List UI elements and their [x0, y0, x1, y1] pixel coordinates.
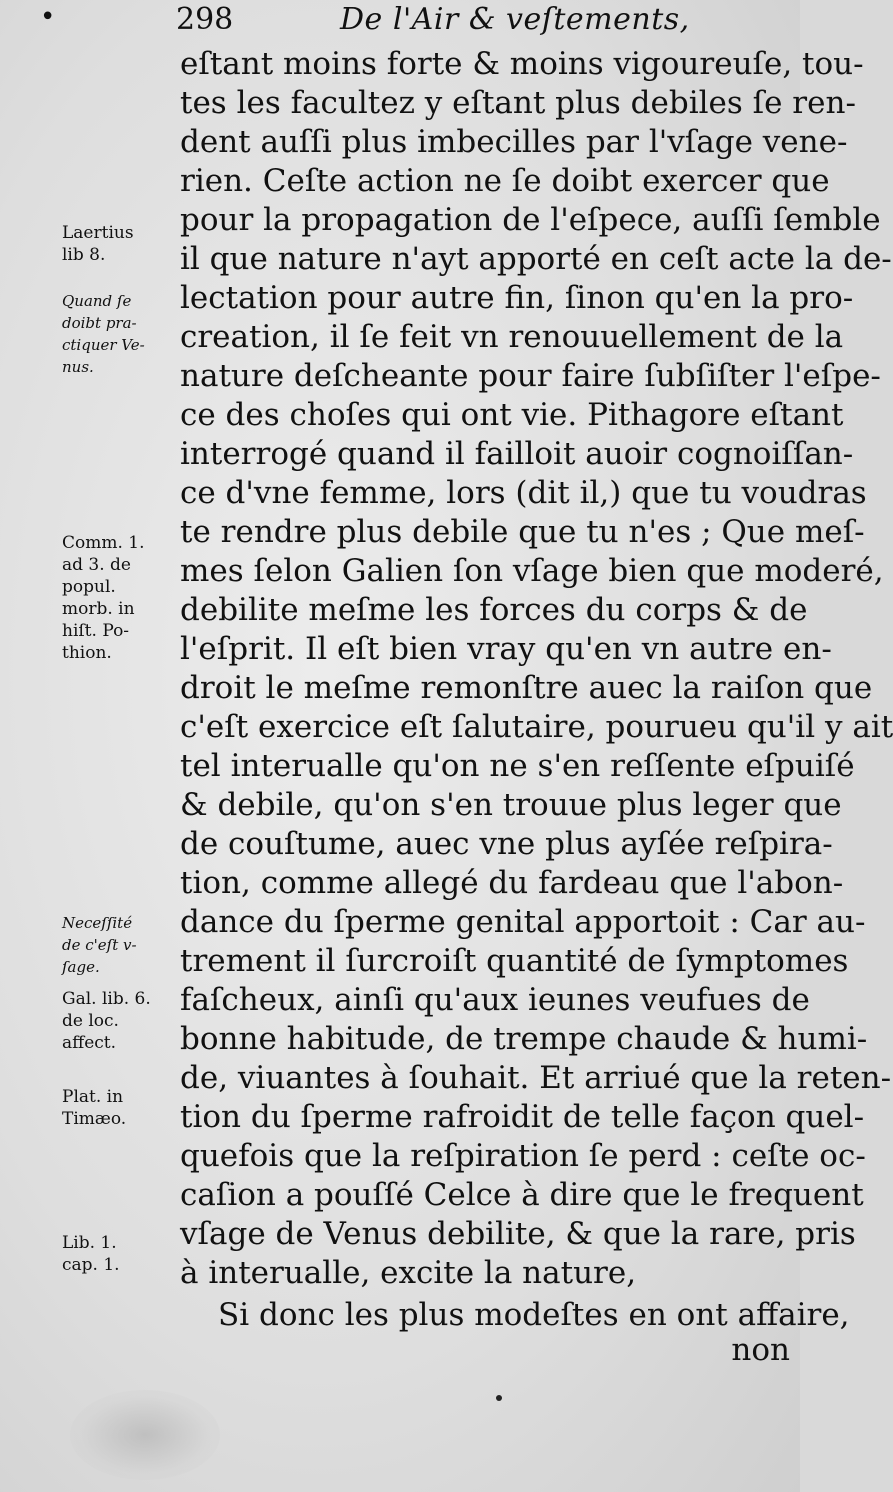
text-line: c'eſt exercice eſt ſalutaire, pourueu qu'il y ait	[180, 709, 893, 745]
catchword: non	[731, 1332, 790, 1368]
text-line: faſcheux, ainſi qu'aux ieunes veufues de	[180, 982, 810, 1018]
text-line: caſion a pouſſé Celce à dire que le frequent	[180, 1177, 864, 1213]
margin-note: Plat. in Timæo.	[62, 1087, 127, 1129]
text-line: bonne habitude, de trempe chaude & humi-	[180, 1021, 868, 1057]
ink-spot	[496, 1395, 502, 1401]
text-line: tion du ſperme rafroidit de telle façon quel-	[180, 1099, 865, 1135]
text-line: pour la propagation de l'eſpece, auſſi ſemble	[180, 202, 881, 238]
text-line: dent auſſi plus imbecilles par l'vſage vene-	[180, 124, 848, 160]
page-header	[0, 2, 800, 38]
text-line: eſtant moins forte & moins vigoureuſe, tou-	[180, 46, 864, 82]
text-line: nature deſcheante pour faire ſubſiſter l'eſpe-	[180, 358, 881, 394]
text-line: de, viuantes à ſouhait. Et arriué que la reten-	[180, 1060, 892, 1096]
text-line: te rendre plus debile que tu n'es ; Que meſ-	[180, 514, 865, 550]
margin-note: Quand ſe doibt pra- ctiquer Ve- nus.	[62, 292, 145, 376]
text-line: quefois que la reſpiration ſe perd : ceſte oc-	[180, 1138, 866, 1174]
text-line: rien. Ceſte action ne ſe doibt exercer que	[180, 163, 830, 199]
text-line: tel interualle qu'on ne s'en reſſente eſpuiſé	[180, 748, 855, 784]
text-line: tion, comme allegé du fardeau que l'abon-	[180, 865, 844, 901]
text-line: ce d'vne femme, lors (dit il,) que tu voudras	[180, 475, 867, 511]
text-line: vſage de Venus debilite, & que la rare, pris	[180, 1216, 856, 1252]
text-line: tes les facultez y eſtant plus debiles ſe ren-	[180, 85, 856, 121]
text-line: Si donc les plus modeſtes en ont affaire,	[218, 1297, 850, 1333]
text-line: droit le meſme remonſtre auec la raiſon que	[180, 670, 873, 706]
margin-note: Lib. 1. cap. 1.	[62, 1233, 120, 1275]
text-line: de couſtume, auec vne plus ayſée reſpira-	[180, 826, 833, 862]
margin-note: Laertius lib 8.	[62, 223, 134, 265]
page-number: 298	[176, 2, 234, 37]
margin-note: Gal. lib. 6. de loc. affect.	[62, 989, 151, 1053]
header-mark: •	[40, 2, 56, 32]
text-line: à interualle, excite la nature,	[180, 1255, 637, 1291]
paper-stain	[70, 1390, 220, 1480]
running-title: De l'Air & veſtements,	[340, 2, 690, 37]
text-line: l'eſprit. Il eſt bien vray qu'en vn autre en-	[180, 631, 832, 667]
text-line: dance du ſperme genital apportoit : Car au-	[180, 904, 866, 940]
text-line: mes ſelon Galien ſon vſage bien que moderé,	[180, 553, 884, 589]
margin-note: Comm. 1. ad 3. de popul. morb. in hiſt. Po- thion.	[62, 533, 145, 663]
text-line: & debile, qu'on s'en trouue plus leger que	[180, 787, 842, 823]
text-line: creation, il ſe feit vn renouuellement de la	[180, 319, 844, 355]
text-line: lectation pour autre fin, ſinon qu'en la pro-	[180, 280, 854, 316]
margin-note: Neceſſité de c'eſt v- ſage.	[62, 914, 137, 976]
text-line: trement il ſurcroiſt quantité de ſymptomes	[180, 943, 849, 979]
text-line: il que nature n'ayt apporté en ceſt acte la de-	[180, 241, 892, 277]
text-line: interrogé quand il failloit auoir cognoiſſan-	[180, 436, 854, 472]
text-line: debilite meſme les forces du corps & de	[180, 592, 808, 628]
text-line: ce des choſes qui ont vie. Pithagore eſtant	[180, 397, 844, 433]
